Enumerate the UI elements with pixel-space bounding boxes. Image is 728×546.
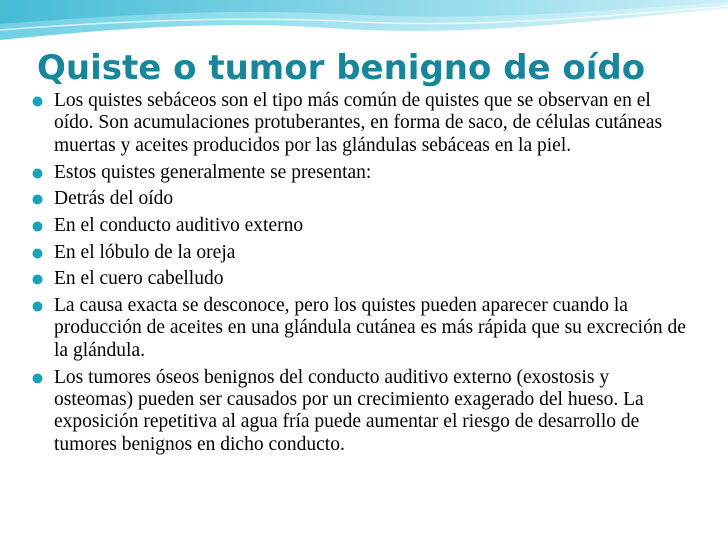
bullet-marker-icon [32, 96, 43, 107]
bullet-marker-icon [32, 274, 43, 285]
bullet-text: En el lóbulo de la oreja [54, 241, 236, 263]
bullet-item [30, 90, 690, 157]
bullet-marker-icon [32, 373, 43, 384]
bullet-text: En el cuero cabelludo [54, 268, 224, 290]
bullet-text: La causa exacta se desconoce, pero los quistes pueden aparecer cuando la producción de aceites en una glándula cutánea es más rápida que su excreción de la glándula. [54, 295, 686, 361]
slide-title: Quiste o tumor benigno de oído [37, 48, 646, 88]
bullet-item [30, 295, 690, 362]
bullet-item [30, 162, 690, 184]
bullet-text: En el conducto auditivo externo [54, 214, 304, 236]
bullet-list [30, 90, 690, 460]
bullet-marker-icon [32, 194, 43, 205]
bullet-item [30, 188, 690, 210]
bullet-text: Los tumores óseos benignos del conducto auditivo externo (exostosis y osteomas) pueden ser causados por un crecimiento exagerado del hueso. La exposición repetitiva al agua fría puede aumentar el riesgo de desarrollo de tumores benignos en dicho conducto. [54, 366, 644, 455]
bullet-text: Detrás del oído [54, 188, 174, 210]
bullet-text: Los quistes sebáceos son el tipo más común de quistes que se observan en el oído. Son acumulaciones protuberantes, en forma de saco, de células cutáneas muertas y aceites producidos por las glándulas sebáceas en la piel. [54, 90, 663, 156]
bullet-text: Estos quistes generalmente se presentan: [54, 161, 372, 183]
bullet-item [30, 242, 690, 264]
bullet-item [30, 215, 690, 237]
bullet-marker-icon [32, 221, 43, 232]
bullet-marker-icon [32, 248, 43, 259]
bullet-item [30, 367, 690, 457]
bullet-item [30, 268, 690, 290]
bullet-marker-icon [32, 168, 43, 179]
bullet-marker-icon [32, 301, 43, 312]
